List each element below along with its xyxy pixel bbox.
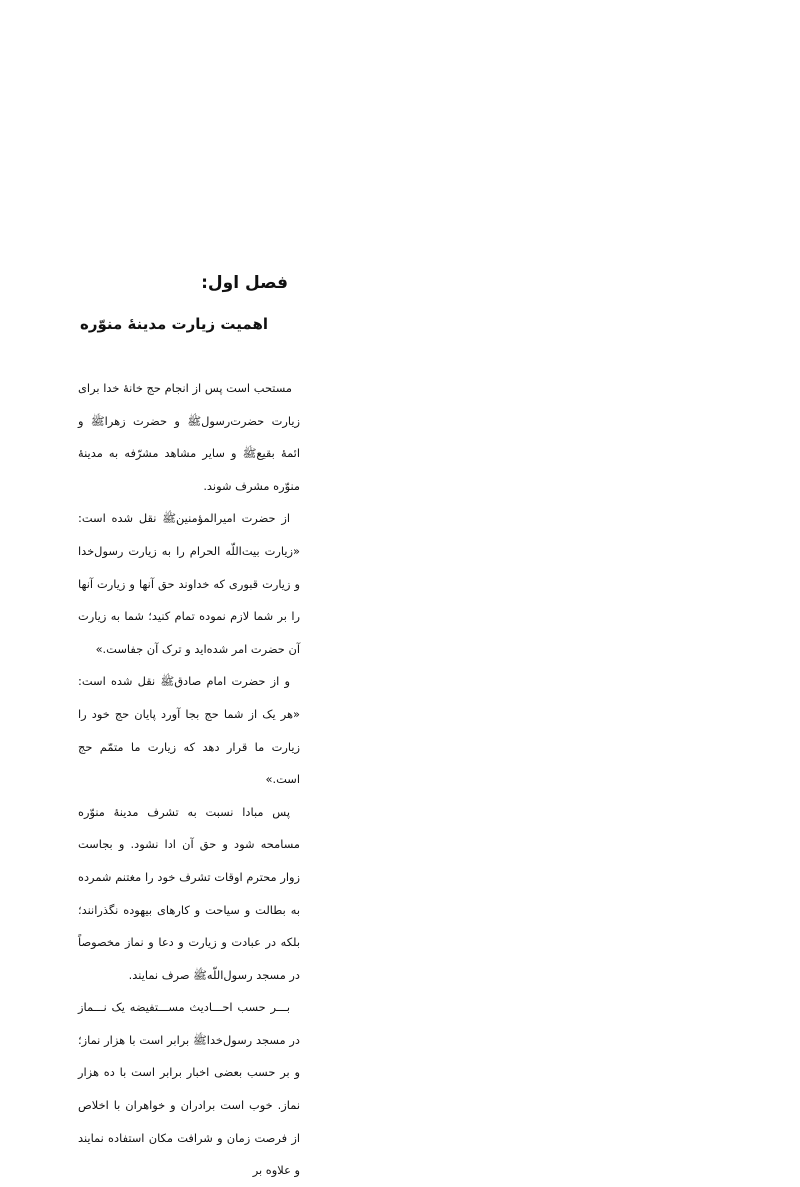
paragraph-3: و از حضرت امام صادقﷺ نقل شده است: «هر یک از شما حج بجا آورد پایان حج خود را زیارت ما قرار دهد که زیارت ما متمّم حج است.» <box>78 674 300 787</box>
chapter-label: فصل اول: <box>201 273 288 293</box>
paragraph-5: بـــر حسب احـــادیث مســـتفیضه یک نـــماز در مسجد رسول‌خداﷺ برابر است با هزار نماز؛ و بر حسب بعضی اخبار برابر است با ده هزار نماز. خوب است برادران و خواهران با اخلاص از فرصت زمان و شرافت مکان استفاده نمایند و علاوه بر <box>78 1000 300 1178</box>
body-text <box>78 372 300 1187</box>
chapter-title: اهمیت زیارت مدینهٔ منوّره <box>80 315 268 333</box>
paragraph-1: مستحب است پس از انجام حج خانهٔ خدا برای زیارت حضرت‌رسول‌ﷺ و حضرت زهراﷺ و ائمهٔ بقیعﷺ و سایر مشاهد مشرّفه به مدینهٔ منوّره مشرف شوند. <box>78 381 300 493</box>
paragraph-4: پس مبادا نسبت به تشرف مدینهٔ منوّره مسامحه شود و حق آن ادا نشود. و بجاست زوار محترم اوقات تشرف خود را مغتنم شمرده به بطالت و سیاحت و کارهای بیهوده نگذرانند؛ بلکه در عبادت و زیارت و دعا و نماز مخصوصاً در مسجد رسول‌اللّهﷺ صرف نمایند. <box>78 804 300 982</box>
paragraph-2: از حضرت امیرالمؤمنینﷺ نقل شده است: «زیارت بیت‌اللّه الحرام را به زیارت رسول‌خدا و زیارت قبوری که خداوند حق آنها و زیارت آنها را بر شما لازم نموده تمام کنید؛ شما به زیارت آن حضرت امر شده‌اید و ترک آن جفاست.» <box>78 511 300 656</box>
